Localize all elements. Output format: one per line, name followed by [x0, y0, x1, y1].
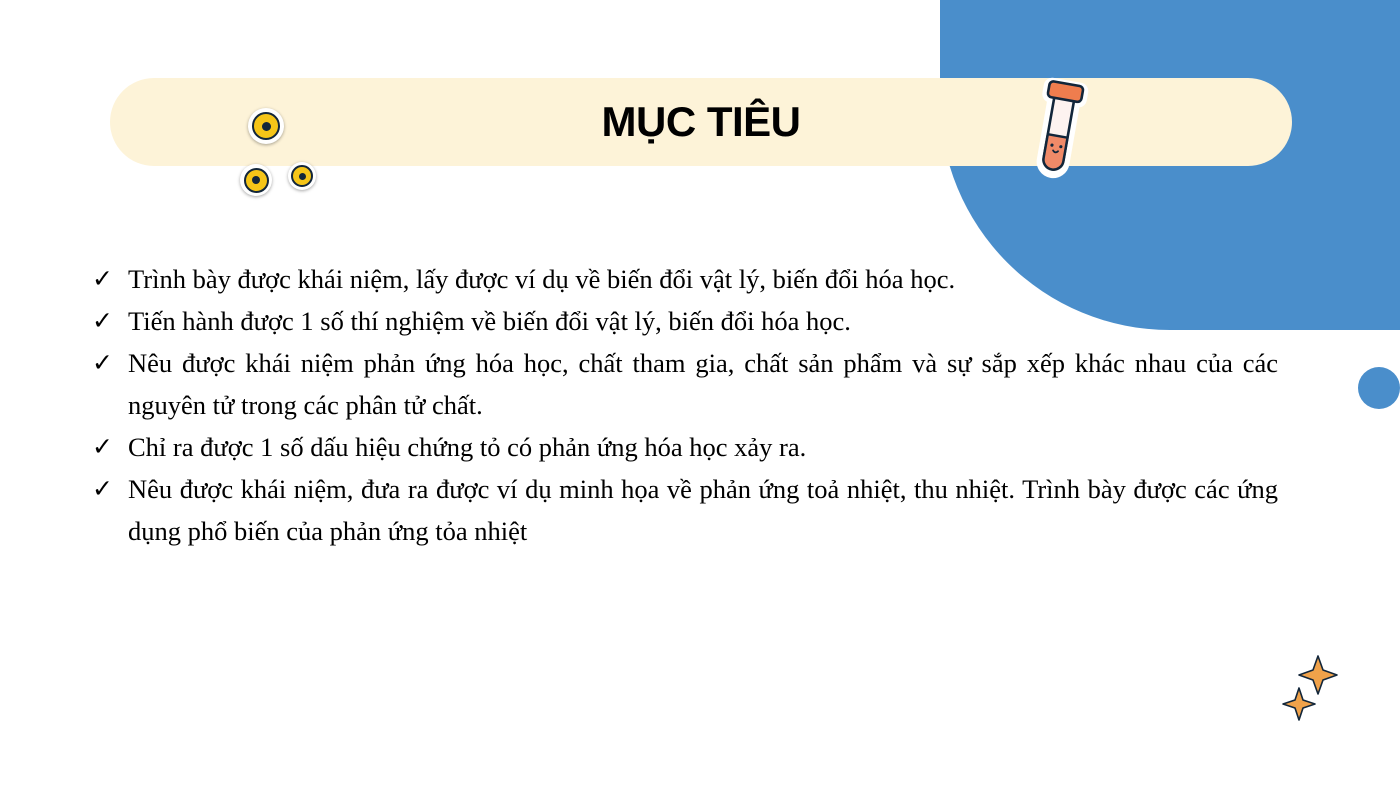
- check-icon: ✓: [92, 474, 113, 503]
- goals-content: [78, 258, 1278, 552]
- list-item-text: Trình bày được khái niệm, lấy được ví dụ về biến đổi vật lý, biến đổi hóa học.: [128, 264, 956, 294]
- bead-icon: [240, 164, 272, 196]
- list-item-text: Nêu được khái niệm phản ứng hóa học, chất tham gia, chất sản phẩm và sự sắp xếp khác nhau của các nguyên tử trong các phân tử chất.: [128, 348, 1278, 420]
- list-item-text: Nêu được khái niệm, đưa ra được ví dụ minh họa về phản ứng toả nhiệt, thu nhiệt. Trình bày được các ứng dụng phổ biến của phản ứng tỏa nhiệt: [128, 474, 1278, 546]
- goals-list: [78, 258, 1278, 552]
- bead-icon: [248, 108, 284, 144]
- list-item: [78, 342, 1278, 426]
- test-tube-icon: [1022, 70, 1094, 198]
- check-icon: ✓: [92, 264, 113, 293]
- check-icon: ✓: [92, 348, 113, 377]
- check-icon: ✓: [92, 432, 113, 461]
- list-item: [78, 468, 1278, 552]
- list-item: [78, 300, 1278, 342]
- bead-icon: [288, 162, 316, 190]
- list-item-text: Chỉ ra được 1 số dấu hiệu chứng tỏ có phản ứng hóa học xảy ra.: [128, 432, 807, 462]
- check-icon: ✓: [92, 306, 113, 335]
- list-item: [78, 258, 1278, 300]
- list-item-text: Tiến hành được 1 số thí nghiệm về biến đổi vật lý, biến đổi hóa học.: [128, 306, 851, 336]
- page-title: MỤC TIÊU: [601, 98, 801, 145]
- list-item: [78, 426, 1278, 468]
- sparkle-icon: [1278, 648, 1348, 728]
- background-blue-circle: [1358, 367, 1400, 409]
